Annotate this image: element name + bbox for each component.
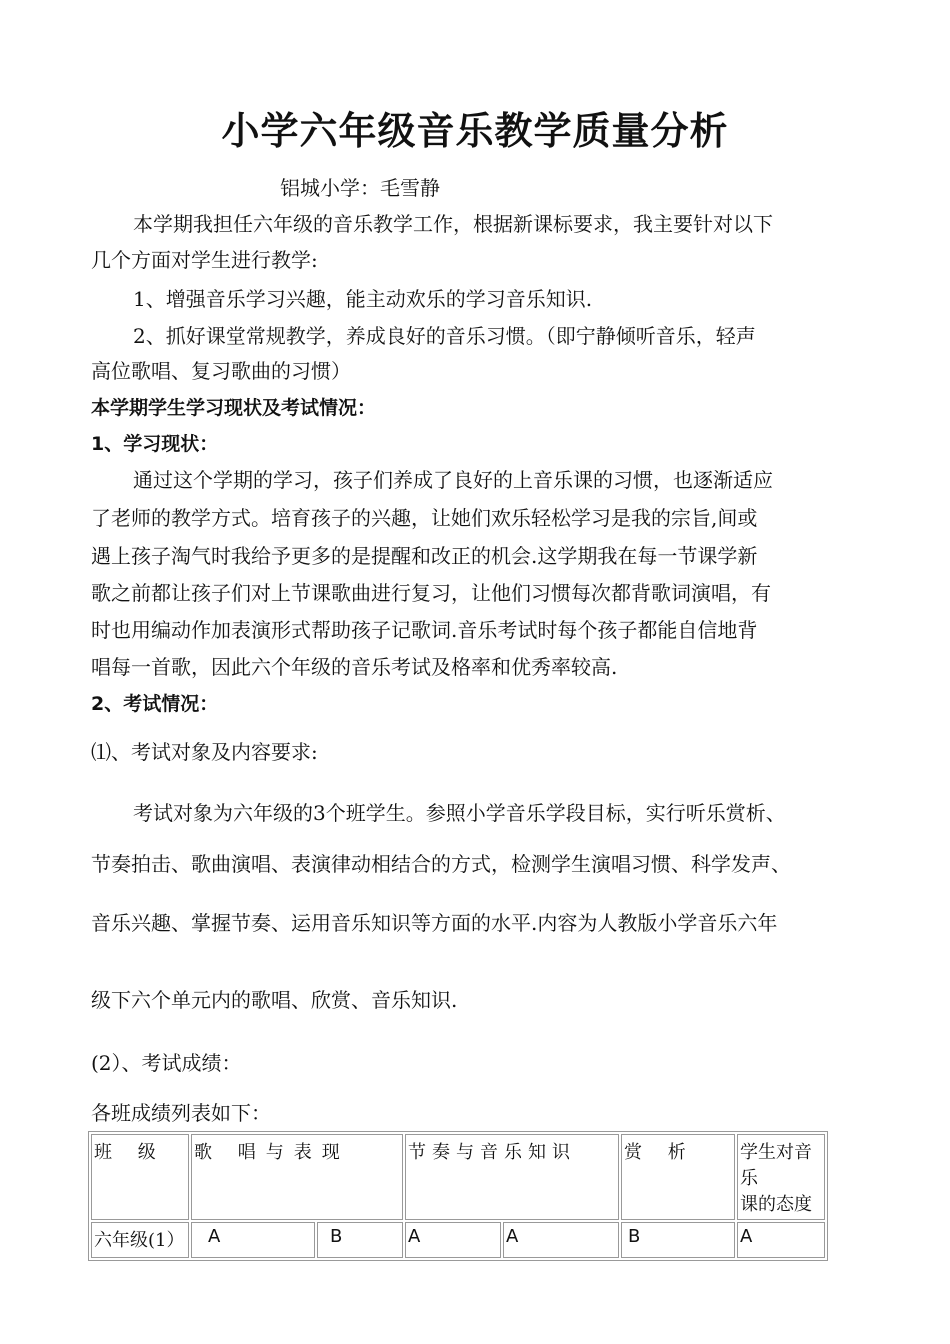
header-singing: 歌 唱与表现 [191, 1134, 403, 1220]
status-line: 唱每一首歌，因此六个年级的音乐考试及格率和优秀率较高. [91, 655, 618, 679]
header-attitude-line-2: 课的态度 [740, 1194, 812, 1215]
row-class: 六年级(1） [91, 1222, 189, 1258]
header-class: 班 级 [91, 1134, 189, 1220]
intro-line-1: 本学期我担任六年级的音乐教学工作，根据新课标要求，我主要针对以下 [133, 212, 773, 236]
singing-grade-1: A [191, 1222, 315, 1258]
exam-score-heading: (2）、考试成绩： [91, 1051, 242, 1075]
point-2-line-1: 2、抓好课堂常规教学，养成良好的音乐习惯。（即宁静倾听音乐，轻声 [133, 324, 756, 348]
header-appreciation: 赏 析 [621, 1134, 735, 1220]
exam-line: 考试对象为六年级的3个班学生。参照小学音乐学段目标，实行听乐赏析、 [133, 801, 786, 825]
status-line: 遇上孩子淘气时我给予更多的是提醒和改正的机会.这学期我在每一节课学新 [91, 544, 758, 568]
appreciation-grade: B [621, 1222, 735, 1258]
table-intro: 各班成绩列表如下： [91, 1101, 271, 1125]
status-line: 通过这个学期的学习，孩子们养成了良好的上音乐课的习惯，也逐渐适应 [133, 468, 773, 492]
status-line: 歌之前都让孩子们对上节课歌曲进行复习，让他们习惯每次都背歌词演唱，有 [91, 581, 771, 605]
author-line: 铝城小学：毛雪静 [280, 176, 440, 200]
exam-line: 节奏拍击、歌曲演唱、表演律动相结合的方式，检测学生演唱习惯、科学发声、 [91, 852, 791, 876]
intro-line-2: 几个方面对学生进行教学: [91, 248, 318, 272]
header-attitude-line-1: 学生对音乐 [740, 1142, 812, 1189]
header-rhythm: 节奏与音乐知识 [405, 1134, 619, 1220]
exam-line: 音乐兴趣、掌握节奏、运用音乐知识等方面的水平.内容为人教版小学音乐六年 [91, 911, 778, 935]
point-2-line-2: 高位歌唱、复习歌曲的习惯） [91, 359, 351, 383]
status-line: 了老师的教学方式。培育孩子的兴趣，让她们欢乐轻松学习是我的宗旨,间或 [91, 506, 758, 530]
point-1: 1、增强音乐学习兴趣，能主动欢乐的学习音乐知识. [133, 287, 593, 311]
score-table [88, 1131, 828, 1261]
table-header-row [91, 1134, 825, 1220]
attitude-grade: A [737, 1222, 825, 1258]
singing-grade-2: B [317, 1222, 403, 1258]
study-status-heading: 1、学习现状： [91, 433, 219, 455]
rhythm-grade-2: A [503, 1222, 619, 1258]
section-heading: 本学期学生学习现状及考试情况： [91, 397, 377, 419]
header-attitude [737, 1134, 825, 1220]
rhythm-grade-1: A [405, 1222, 501, 1258]
table-row [91, 1222, 825, 1258]
exam-heading: 2、考试情况： [91, 693, 219, 715]
exam-object-heading: ⑴、考试对象及内容要求: [91, 740, 318, 764]
document-title: 小学六年级音乐教学质量分析 [221, 109, 729, 153]
status-line: 时也用编动作加表演形式帮助孩子记歌词.音乐考试时每个孩子都能自信地背 [91, 618, 758, 642]
exam-line: 级下六个单元内的歌唱、欣赏、音乐知识. [91, 988, 458, 1012]
